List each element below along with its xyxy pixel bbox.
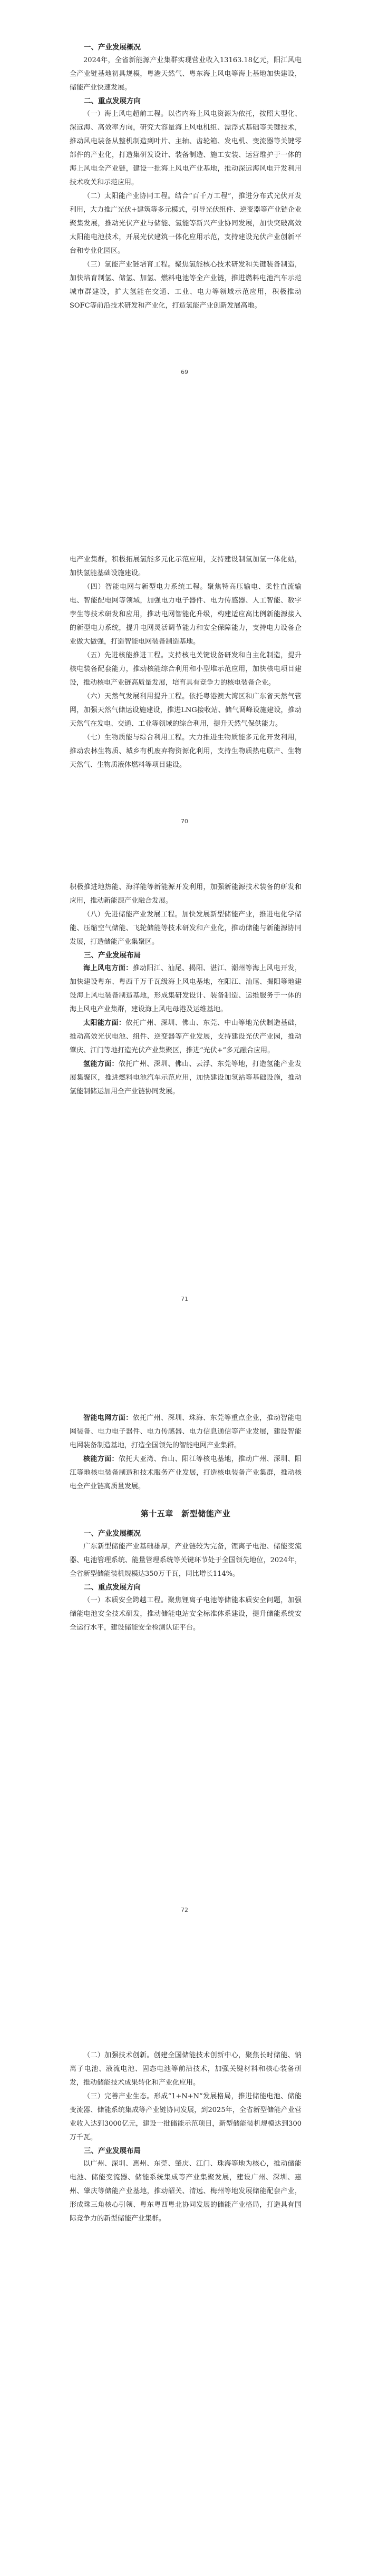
paragraph-lead: 智能电网方面： — [83, 1414, 133, 1422]
paragraph — [70, 1016, 302, 1058]
paragraph: 以广州、深圳、惠州、东莞、肇庆、江门、珠海等地为核心，推动储能电池、储能变流器、储能系统集成等产业集聚发展，建设广州、深圳、惠州、肇庆等储能产业基地，推动韶关、清远、梅州等地发展储能配套产业，形成珠三角核心引领、粤东粤西粤北协同发展的储能产业格局，打造具有国际竞争力的新型储能产业集群。 — [70, 2160, 302, 2223]
paragraph: （七）生物质能与综合利用工程。大力推进生物质能多元化开发利用，推动农林生物质、城乡有机废弃物资源化利用，支持生物质热电联产、生物天然气、生物质液体燃料等项目建设。 — [70, 734, 302, 769]
chapter-title: 第十五章 新型储能产业 — [140, 1509, 231, 1518]
page-number: 69 — [181, 369, 188, 376]
paragraph-lead: 核能方面： — [83, 1455, 119, 1463]
paragraph: （四）智能电网与新型电力系统工程。聚焦特高压输电、柔性直流输电、智能配电网等领域，加强电力电子器件、电力传感器、人工智能、数字孪生等技术研发和应用，推动电网智能化升级，构建适应高比例新能源接入的新型电力系统，提升电网灵活调节能力和安全保障能力，支持电力设备企业做大做强，打造智能电网装备制造基地。 — [70, 583, 302, 646]
paragraph-lead: 海上风电方面： — [83, 964, 133, 972]
paragraph-body: 依托广州、深圳、珠海、东莞等重点企业，推动智能电网装备、电力电子器件、电力传感器、电力信息通信等产业发展，建设智能电网装备制造基地，打造全国领先的智能电网产业集群。 — [70, 1414, 302, 1449]
paragraph — [70, 962, 302, 1016]
page-number: 71 — [181, 1296, 188, 1302]
paragraph: （三）氢能产业链培育工程。聚焦氢能核心技术研发和关键装备制造，加快培育制氢、储氢、加氢、燃料电池等全产业链，推进燃料电池汽车示范城市群建设，扩大氢能在交通、工业、电力等领域示范应用，积极推动SOFC等前沿技术研发和产业化，打造氢能产业创新发展高地。 — [70, 261, 302, 310]
paragraph: （五）先进核能推进工程。支持核电关键设备研发和自主化制造，提升核电装备配套能力，推动核能综合利用和小型堆示范应用，加快核电项目建设，推动核电产业链高质量发展，培育具有竞争力的核电装备企业。 — [70, 652, 302, 687]
page-number: 70 — [181, 818, 188, 825]
document-page-4 — [0, 1317, 369, 1791]
paragraph: 积极推进地热能、海洋能等新能源开发利用，加强新能源技术装备的研发和应用，推动新能源产业融合发展。 — [70, 883, 302, 905]
section-heading: 一、产业发展概况 — [84, 1529, 141, 1538]
paragraph: （一）海上风电超前工程。以省内海上风电资源为依托，按照大型化、深远海、高效率方向，研究大容量海上风电机组、漂浮式基础等关键技术，推动风电装备从整机制造到叶片、主轴、齿轮箱、发电机、变流器等关键零部件的产业化，打造集研发设计、装备制造、施工安装、运营维护于一体的海上风电全产业链，建设一批海上风电产业基地，推动深远海风电开发利用技术攻关和示范应用。 — [70, 110, 302, 186]
document-page-1 — [0, 0, 369, 400]
section-heading: 三、产业发展布局 — [84, 951, 141, 960]
paragraph-body: 依托广州、深圳、佛山、东莞、中山等地光伏制造基础，推动高效光伏电池、组件、逆变器等产业发展，支持建设光伏产业园，推动肇庆、江门等地打造光伏产业集聚区，推进“光伏+”多元融合应用。 — [70, 1019, 302, 1054]
paragraph: （一）本质安全跨越工程。聚焦锂离子电池等储能本质安全问题，加强储能电池安全技术研发，推动储能电站安全标准体系建设，提升储能系统安全运行水平，建设储能安全检测认证平台。 — [70, 1596, 302, 1632]
paragraph: （二）加强技术创新。创建全国储能技术创新中心，聚焦长时储能、钠离子电池、液流电池、固态电池等前沿技术，加强关键材料和核心装备研发，推动储能技术成果转化和产业化应用。 — [70, 2051, 302, 2087]
section-heading: 二、重点发展方向 — [84, 1583, 141, 1592]
paragraph: 电产业集群，积极拓展氢能多元化示范应用，支持建设制氢加氢一体化站，加快氢能基础设施建设。 — [70, 556, 302, 577]
paragraph-body: 推动阳江、汕尾、揭阳、湛江、潮州等海上风电开发，加快建设粤东、粤西千万千瓦级海上风电基地，在阳江、汕尾、揭阳等地建设海上风电装备制造基地，形成集研发设计、装备制造、运维服务于一体的海上风电产业集群，建设海上风电母港及运维基地。 — [70, 964, 302, 1013]
paragraph-lead: 氢能方面： — [83, 1060, 119, 1068]
paragraph — [70, 1412, 302, 1453]
section-heading: 一、产业发展概况 — [84, 43, 141, 52]
paragraph-lead: 太阳能方面： — [83, 1019, 126, 1027]
paragraph-body: 依托大亚湾、台山、阳江等核电基地，推动广州、深圳、阳江等地核电装备制造和技术服务产业发展，打造核电装备产业集群，推动核电全产业链高质量发展。 — [70, 1455, 302, 1491]
section-heading: 三、产业发展布局 — [84, 2147, 141, 2155]
paragraph-body: 依托广州、深圳、佛山、云浮、东莞等地，打造氢能产业发展集聚区，推进燃料电池汽车示范应用，加快建设加氢站等基础设施，推动氢能制储运加用全产业链协同发展。 — [70, 1060, 302, 1095]
paragraph: （八）先进储能产业发展工程。加快发展新型储能产业，推进电化学储能、压缩空气储能、飞轮储能等技术研发和产业化，推动储能与新能源协同发展，打造储能产业集聚区。 — [70, 911, 302, 946]
paragraph: 广东新型储能产业基础雄厚，产业链较为完备，锂离子电池、储能变流器、电池管理系统、能量管理系统等关键环节处于全国领先地位，2024年，全省新型储能装机规模达350万千瓦，同比增长114%。 — [70, 1543, 302, 1578]
paragraph: （六）天然气发展利用提升工程。依托粤港澳大湾区和广东省天然气管网，加强天然气储运设施建设，推进LNG接收站、储气调峰设施建设，推动天然气在发电、交通、工业等领域的综合利用，提升天然气保供能力。 — [70, 693, 302, 728]
paragraph — [70, 1058, 302, 1099]
section-heading: 二、重点发展方向 — [84, 97, 141, 105]
paragraph — [70, 1453, 302, 1494]
document-page-5 — [0, 1938, 369, 2576]
paragraph: （三）完善产业生态。形成“1+N+N”发展格局，推进储能电池、储能变流器、储能系统集成等产业链协同发展，到2025年，全省新型储能产业营业收入达到3000亿元，建设一批储能示范项目，新型储能装机规模达到300万千瓦。 — [70, 2093, 302, 2141]
paragraph: 2024年，全省新能源产业集群实现营业收入13163.18亿元，阳江风电全产业链基地初具规模，粤港天然气、粤东海上风电等海上基地加快建设，储能产业快速发展。 — [70, 56, 302, 92]
page-number: 72 — [181, 1907, 188, 1913]
paragraph: （二）太阳能产业协同工程。结合“百千万工程”，推进分布式光伏开发利用，大力推广光伏+建筑等多元模式，引导光伏组件、逆变器等产业链企业聚集发展，推动光伏产业与储能、氢能等新兴产业协同发展，加快突破高效太阳能电池技术，开展光伏建筑一体化应用示范，支持建设光伏产业创新平台和专业化园区。 — [70, 192, 302, 255]
document-page-3 — [0, 843, 369, 1211]
document-page-2 — [0, 411, 369, 916]
